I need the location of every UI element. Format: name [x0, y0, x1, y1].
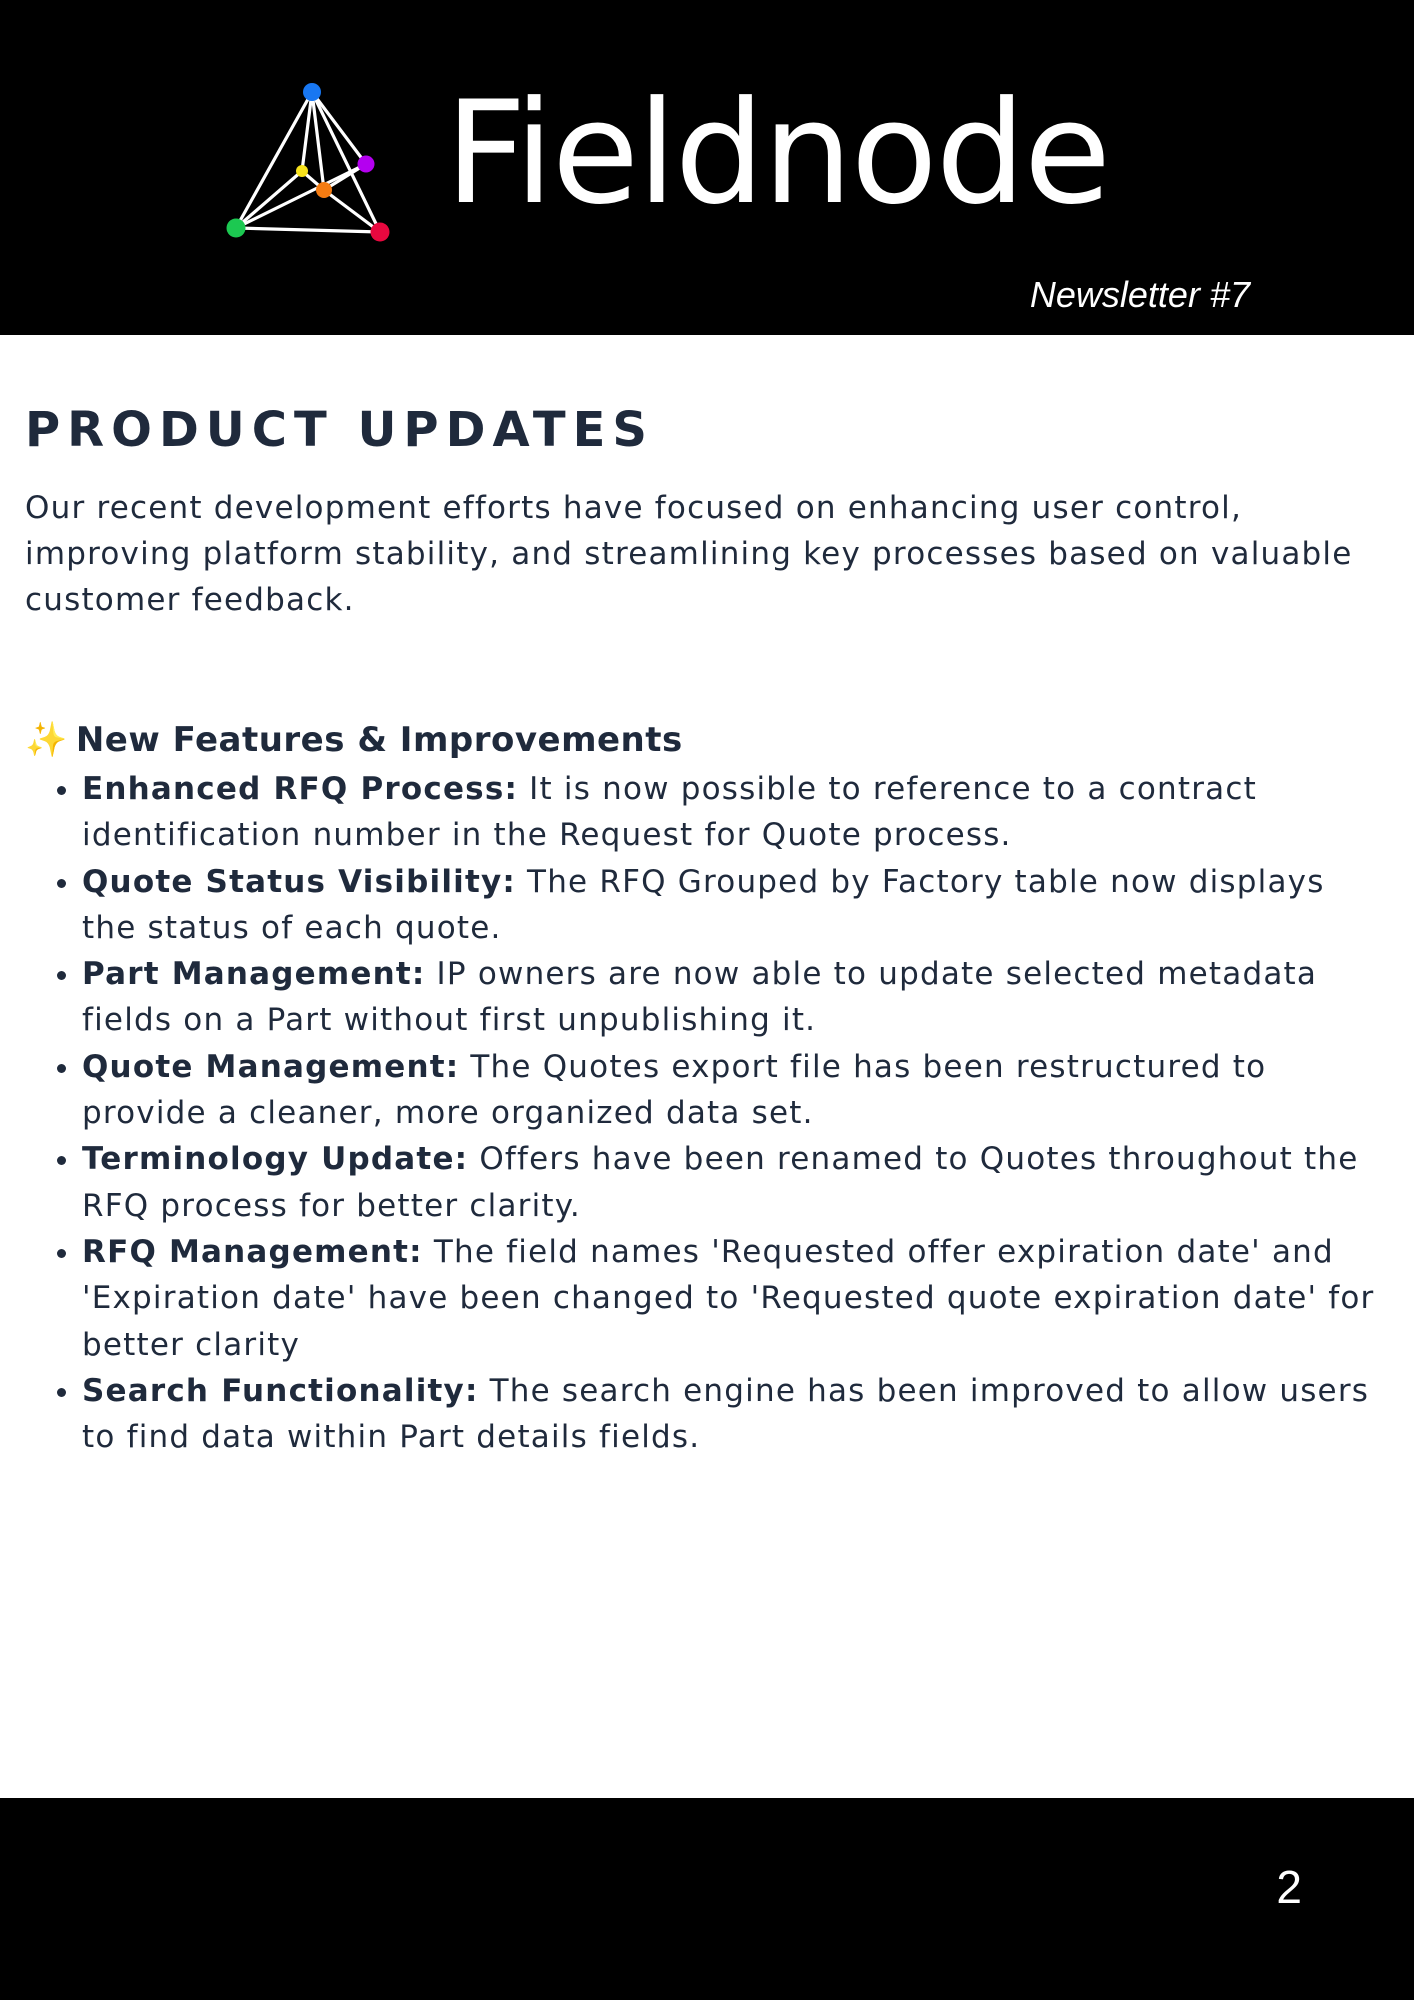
logo-node-bottom-right	[371, 223, 390, 242]
logo-node-center	[316, 182, 332, 198]
logo-node-right	[358, 156, 375, 173]
logo-node-inner	[296, 165, 308, 177]
feature-text: IP owners are now able to update selected metadata fields on a Part without first unpublishing it.	[82, 956, 1318, 1039]
logo-node-top	[303, 83, 321, 101]
feature-text: The RFQ Grouped by Factory table now displays the status of each quote.	[82, 863, 1325, 946]
feature-title: Enhanced RFQ Process:	[82, 771, 519, 807]
feature-text: The search engine has been improved to allow users to find data within Part details fields.	[82, 1372, 1370, 1456]
page-number: 2	[1276, 1861, 1302, 1913]
list-item	[82, 1368, 1375, 1461]
feature-title: RFQ Management:	[82, 1233, 423, 1270]
product-updates-section	[25, 395, 1375, 1460]
network-triangle-logo-icon	[220, 78, 392, 250]
feature-text: It is now possible to reference to a contract identification number in the Request for Quote process.	[82, 771, 1257, 854]
feature-title: Quote Management:	[82, 1048, 460, 1085]
list-item	[82, 1229, 1375, 1368]
feature-title: Quote Status Visibility:	[82, 863, 516, 900]
list-item	[82, 951, 1375, 1044]
sparkles-icon: ✨	[25, 720, 68, 760]
list-item	[82, 766, 1375, 859]
list-item	[82, 859, 1375, 952]
features-heading	[25, 716, 1375, 764]
list-item	[82, 1136, 1375, 1229]
list-item	[82, 1044, 1375, 1137]
newsletter-issue: Newsletter #7	[1029, 274, 1250, 315]
feature-title: Search Functionality:	[82, 1372, 479, 1409]
features-list	[25, 766, 1375, 1460]
features-heading-label: New Features & Improvements	[75, 720, 683, 760]
newsletter-header	[0, 0, 1414, 335]
page-footer	[0, 1798, 1414, 2000]
feature-text: The Quotes export file has been restructured to provide a cleaner, more organized data set.	[82, 1048, 1267, 1132]
logo-node-bottom-left	[227, 219, 246, 238]
intro-paragraph: Our recent development efforts have focused on enhancing user control, improving platform stability, and streamlining key processes based on valuable customer feedback.	[25, 490, 1353, 618]
feature-text: Offers have been renamed to Quotes throughout the RFQ process for better clarity.	[82, 1141, 1359, 1224]
feature-text: The field names 'Requested offer expiration date' and 'Expiration date' have been changed to 'Requested quote expiration date' for better clarity	[82, 1233, 1375, 1363]
feature-title: Part Management:	[82, 956, 426, 993]
brand-wordmark: Fieldnode	[445, 71, 1110, 236]
feature-title: Terminology Update:	[82, 1141, 469, 1178]
section-title: PRODUCT UPDATES	[25, 402, 654, 458]
